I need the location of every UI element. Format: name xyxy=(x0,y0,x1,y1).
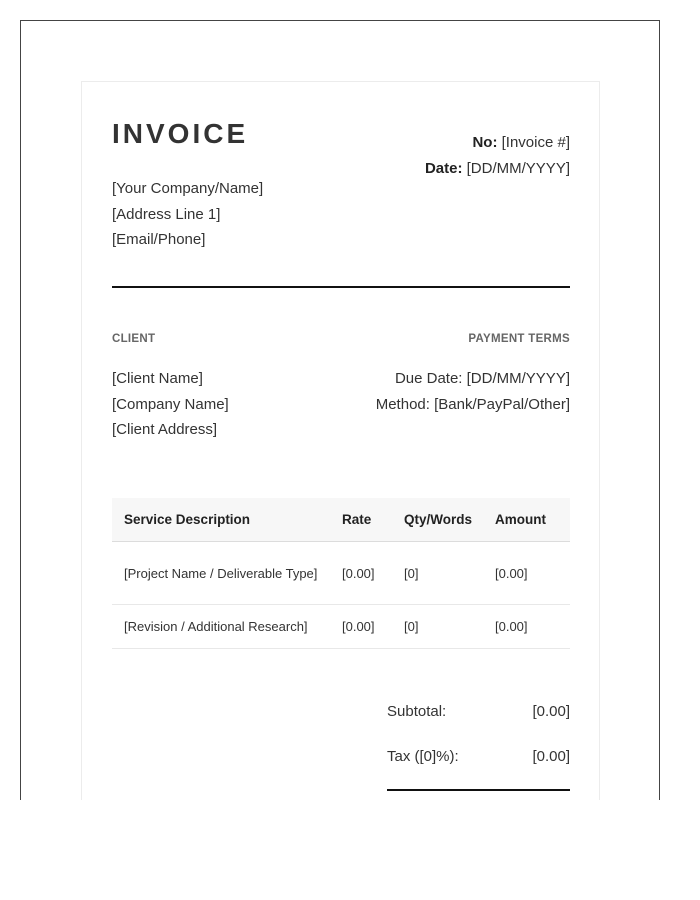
tax-row xyxy=(387,748,570,765)
invoice-meta xyxy=(425,130,570,182)
table-row xyxy=(112,542,570,605)
tax-label: Tax ([0]%): xyxy=(387,748,459,765)
header-service-description: Service Description xyxy=(112,498,340,542)
payment-due-date: Due Date: [DD/MM/YYYY] xyxy=(394,370,570,387)
sender-block xyxy=(112,176,263,253)
subtotal-row xyxy=(387,703,570,720)
totals-divider xyxy=(387,789,570,791)
invoice-number xyxy=(425,130,570,156)
header-qty-words: Qty/Words xyxy=(398,498,485,542)
table-row xyxy=(112,605,570,649)
cell-amount: [0.00] xyxy=(485,605,570,649)
cell-qty: [0] xyxy=(398,542,485,605)
subtotal-label: Subtotal: xyxy=(387,703,447,720)
subtotal-value: [0.00] xyxy=(532,703,570,720)
cell-description: [Project Name / Deliverable Type] xyxy=(112,542,340,605)
client-company: [Company Name] xyxy=(112,395,229,413)
invoice-title: INVOICE xyxy=(112,118,249,149)
payment-method: Method: [Bank/PayPal/Other] xyxy=(375,395,570,413)
client-name: [Client Name] xyxy=(112,370,203,387)
header-amount: Amount xyxy=(485,498,570,542)
cell-amount: [0.00] xyxy=(485,542,570,605)
table-header-row xyxy=(112,498,570,542)
sender-contact: [Email/Phone] xyxy=(112,231,206,248)
line-items-table xyxy=(112,498,570,649)
sender-name: [Your Company/Name] xyxy=(112,180,264,197)
client-address: [Client Address] xyxy=(112,421,218,438)
invoice-date-label: Date: xyxy=(424,160,463,177)
client-block xyxy=(112,366,229,443)
sender-address: [Address Line 1] xyxy=(112,205,221,223)
header-rate: Rate xyxy=(340,498,398,542)
invoice-date xyxy=(425,156,570,182)
client-section-label: CLIENT xyxy=(112,333,156,345)
invoice-number-label: No: xyxy=(472,134,498,151)
payment-terms-block xyxy=(376,366,570,417)
cell-rate: [0.00] xyxy=(340,542,398,605)
header-divider xyxy=(112,286,570,288)
cell-rate: [0.00] xyxy=(340,605,398,649)
cell-qty: [0] xyxy=(398,605,485,649)
invoice-date-value: [DD/MM/YYYY] xyxy=(466,160,570,177)
invoice-number-value: [Invoice #] xyxy=(501,134,570,151)
cell-description: [Revision / Additional Research] xyxy=(112,605,340,649)
payment-terms-label: PAYMENT TERMS xyxy=(468,333,570,345)
tax-value: [0.00] xyxy=(532,748,570,765)
